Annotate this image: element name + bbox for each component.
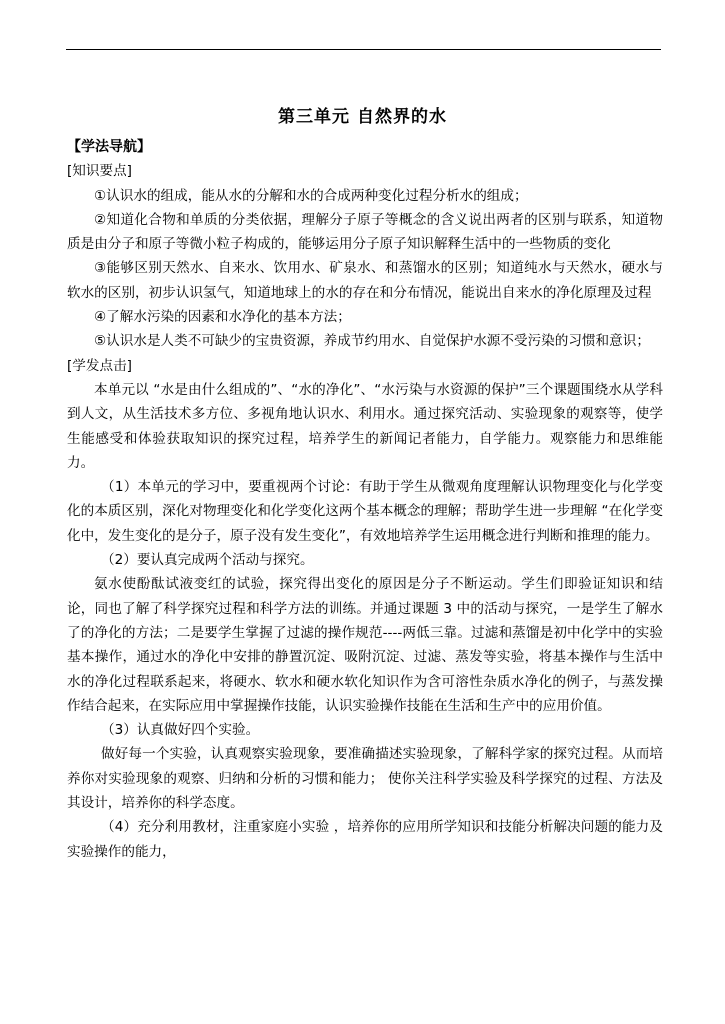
study-point-2: （2）要认真完成两个活动与探究。 — [101, 552, 314, 569]
study-point-3-body: 做好每一个实验，认真观察实验现象，要准确描述实验现象，了解科学家的探究过程。从而培养你对实验现象的观察、归纳和分析的习惯和能力； 使你关注科学实验及科学探究的过程、方法及其设计，培养你的科学态度。 — [67, 746, 663, 812]
study-point-3: （3）认真做好四个实验。 — [101, 722, 260, 739]
study-point-4: （4）充分利用教材，注重家庭小实验 ，培养你的应用所学知识和技能分析解决问题的能力及实验操作的能力， — [67, 819, 663, 860]
knowledge-point-2: ②知道化合物和单质的分类依据，理解分子原子等概念的含义说出两者的区别与联系，知道物质是由分子和原子等微小粒子构成的，能够运用分子原子知识解释生活中的一些物质的变化 — [67, 211, 663, 253]
page-title: 第三单元 自然界的水 — [278, 107, 447, 127]
guide-heading: 【学法导航】 — [67, 139, 151, 155]
knowledge-point-3: ③能够区别天然水、自来水、饮用水、矿泉水、和蒸馏水的区别；知道纯水与天然水，硬水与软水的区别，初步认识氢气，知道地球上的水的存在和分布情况，能说出自来水的净化原理及过程 — [67, 260, 663, 301]
knowledge-point-4: ④了解水污染的因素和水净化的基本方法； — [94, 309, 351, 326]
study-point-2-body: 氨水使酚酞试液变红的试验，探究得出变化的原因是分子不断运动。学生们即验证知识和结论，同也了解了科学探究过程和科学方法的训练。并通过课题 3 中的活动与探究，一是学生了解水了的净化的方法；二是要学生掌握了过滤的操作规范----两低三靠。过滤和蒸馏是初中化学中的实验基本操作，通过水的净化中安排的静置沉淀、吸附沉淀、过滤、蒸发等实验，将基本操作与生活中水的净化过程联系起来，将硬水、软水和硬水软化知识作为含可溶性杂质水净化的例子，与蒸发操作结合起来，在实际应用中掌握操作技能，认识实验操作技能在生活和生产中的应用价值。 — [67, 576, 663, 714]
study-tips-intro: 本单元以 “水是由什么组成的”、“水的净化”、“水污染与水资源的保护”三个课题围绕水从学科到人文，从生活技术多方位、多视角地认识水、利用水。通过探究活动、实验现象的观察等，使学生能感受和体验获取知识的探究过程，培养学生的新闻记者能力，自学能力。观察能力和思维能力。 — [67, 381, 663, 471]
header-rule — [66, 49, 661, 50]
study-point-1: （1）本单元的学习中，要重视两个讨论：有助于学生从微观角度理解认识物理变化与化学变化的本质区别，深化对物理变化和化学变化这两个基本概念的理解；帮助学生进一步理解 “在化学变化中，发生变化的是分子，原子没有发生变化”，有效地培养学生运用概念进行判断和推理的能力。 — [67, 479, 663, 544]
document-body — [67, 135, 663, 864]
knowledge-points-label: [知识要点] — [67, 163, 132, 180]
knowledge-point-5: ⑤认识水是人类不可缺少的宝贵资源，养成节约用水、自觉保护水源不受污染的习惯和意识； — [94, 333, 650, 350]
knowledge-point-1: ①认识水的组成，能从水的分解和水的合成两种变化过程分析水的组成； — [94, 187, 528, 204]
study-tips-label: [学发点击] — [67, 357, 132, 374]
